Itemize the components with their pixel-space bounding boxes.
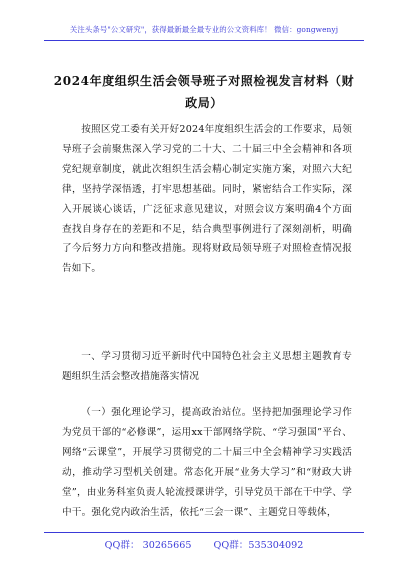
- footer-divider: [44, 532, 364, 533]
- section-heading-1: 一、学习贯彻习近平新时代中国特色社会主义思想主题教育专题组织生活会整改措施落实情况: [62, 351, 352, 382]
- header-divider: [44, 40, 364, 41]
- document-title: 2024年度组织生活会领导班子对照检视发言材料（财政局）: [53, 74, 355, 110]
- footer: [0, 537, 408, 551]
- footer-qq-group-2: QQ群：535304092: [213, 540, 304, 551]
- body-paragraph-1: 按照区党工委有关开好2024年度组织生活会的工作要求，局领导班子会前聚焦深入学习党的二十大、二十届三中全会精神和各项党纪规章制度，就此次组织生活会精心制定实施方案，对照六大纪律，坚持学深悟透，打牢思想基础。同时，紧密结合工作实际，深入开展谈心谈话，广泛征求意见建议，对照会议方案明确4个方面查找自身存在的差距和不足，结合典型事例进行了深刻剖析，明确了今后努力方向和整改措施。现将财政局领导班子对照检查情况报告如下。: [62, 124, 352, 275]
- body-paragraph-2: （一）强化理论学习，提高政治站位。坚持把加强理论学习作为党员干部的“必修课”，运用xx干部网络学院、“学习强国”平台、网络“云课堂”，开展学习贯彻党的二十届三中全会精神学习实践活动，推动学习型机关创建。常态化开展“业务大学习”和“财政大讲堂”，由业务科室负责人轮流授课讲学，引导党员干部在干中学、学中干。强化党内政治生活，依托“三会一课”、主题党日等载体，: [62, 407, 352, 518]
- header-banner: 关注头条号"公文研究"，获得最新最全最专业的公文资料库！ 微信：gongwenyj: [69, 25, 339, 34]
- footer-qq-group-1: QQ群： 30265665: [104, 540, 192, 551]
